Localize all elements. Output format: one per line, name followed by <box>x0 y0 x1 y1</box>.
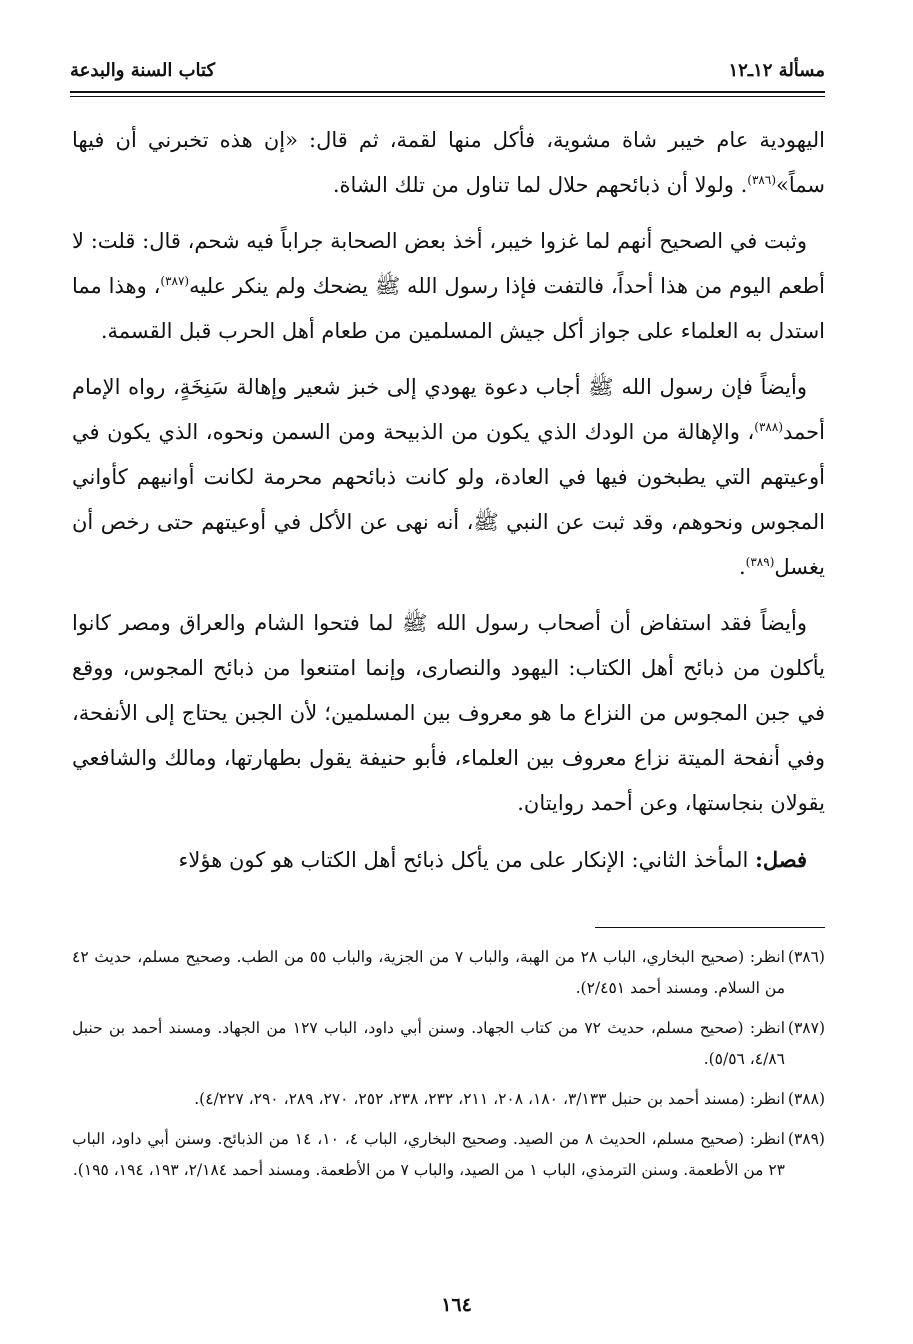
paragraph-1 <box>72 118 825 208</box>
footnote-number: (٣٨٧) <box>787 1019 825 1037</box>
page-number: ١٦٤ <box>441 1294 472 1316</box>
paragraph-text: المأخذ الثاني: الإنكار على من يأكل ذبائح أهل الكتاب هو كون هؤلاء <box>178 848 749 872</box>
paragraph-text: وثبت في الصحيح أنهم لما غزوا خيبر، أخذ بعض الصحابة جراباً فيه شحم، قال: قلت: لا أطعم اليوم من هذا أحداً، فالتفت فإذا رسول الله ﷺ يضحك ولم ينكر عليه <box>72 229 825 298</box>
header-rule-thick <box>70 91 825 93</box>
footnote-number: (٣٨٩) <box>787 1130 825 1148</box>
header-book-title: كتاب السنة والبدعة <box>70 60 216 81</box>
footnote-text: انظر: (صحيح البخاري، الباب ٢٨ من الهبة، والباب ٧ من الجزية، والباب ٥٥ من الطب. وصحيح مسلم، حديث ٤٢ من السلام. ومسند أحمد ٢/٤٥١). <box>72 948 785 997</box>
footnote-386 <box>72 942 825 1004</box>
paragraph-text: وأيضاً فإن رسول الله ﷺ أجاب دعوة يهودي إلى خبز شعير وإهالة سَنِخَةٍ، رواه الإمام أحمد <box>72 375 825 444</box>
footnote-separator <box>595 927 825 928</box>
footnote-text: انظر: (مسند أحمد بن حنبل ٣/١٣٣، ١٨٠، ٢٠٨، ٢١١، ٢٣٢، ٢٣٨، ٢٥٢، ٢٧٠، ٢٨٩، ٢٩٠، ٤/٢٢٧). <box>194 1090 785 1108</box>
header-rule-thin <box>70 96 825 97</box>
footnotes <box>72 942 825 1195</box>
footnote-387 <box>72 1013 825 1075</box>
footnote-ref: (٣٨٩) <box>745 555 775 569</box>
paragraph-text: اليهودية عام خيبر شاة مشوية، فأكل منها لقمة، ثم قال: «إن هذه تخبرني أن فيها سماً» <box>72 128 825 197</box>
header-issue-number: مسألة ١٢ـ١٢ <box>728 60 825 81</box>
running-header <box>70 60 825 90</box>
paragraph-3 <box>72 365 825 590</box>
paragraph-5 <box>72 837 825 883</box>
footnote-389 <box>72 1124 825 1186</box>
footnote-388 <box>72 1084 825 1115</box>
paragraph-text: وأيضاً فقد استفاض أن أصحاب رسول الله ﷺ لما فتحوا الشام والعراق ومصر كانوا يأكلون من ذبائح أهل الكتاب: اليهود والنصارى، وإنما امتنعوا من ذبائح المجوس، ووقع في جبن المجوس من النزاع ما هو معروف بين المسلمين؛ لأن الجبن يحتاج إلى الأنفحة، وفي أنفحة الميتة نزاع معروف بين العلماء، فأبو حنيفة يقول بطهارتها، ومالك والشافعي يقولان بنجاستها، وعن أحمد روايتان. <box>72 611 825 815</box>
footnote-number: (٣٨٦) <box>787 948 825 966</box>
paragraph-4 <box>72 601 825 826</box>
paragraph-text: . <box>738 555 746 579</box>
main-text <box>72 118 825 894</box>
paragraph-2 <box>72 219 825 354</box>
section-label: فصل: <box>755 847 807 872</box>
footnote-text: انظر: (صحيح مسلم، الحديث ٨ من الصيد. وصحيح البخاري، الباب ٤، ١٠، ١٤ من الذبائح. وسنن أبي داود، الباب ٢٣ من الأطعمة. وسنن الترمذي، الباب ١ من الصيد، والباب ٧ من الأطعمة. ومسند أحمد ٢/١٨٤، ١٩٣، ١٩٤، ١٩٥). <box>72 1130 785 1179</box>
paragraph-text: . ولولا أن ذبائحهم حلال لما تناول من تلك الشاة. <box>332 173 748 197</box>
footnote-ref: (٣٨٨) <box>754 420 784 434</box>
paragraph-text: ، والإهالة من الودك الذي يكون من الذبيحة ومن السمن ونحوه، الذي يكون في أوعيتهم التي يطبخون فيها في العادة، ولو كانت ذبائحهم محرمة لكانت أوانيهم كأواني المجوس ونحوهم، وقد ثبت عن النبي ﷺ، أنه نهى عن الأكل في أوعيتهم حتى رخص أن يغسل <box>72 420 825 579</box>
footnote-number: (٣٨٨) <box>787 1090 825 1108</box>
footnote-ref: (٣٨٧) <box>160 274 190 288</box>
footnote-ref: (٣٨٦) <box>747 173 777 187</box>
footnote-text: انظر: (صحيح مسلم، حديث ٧٢ من كتاب الجهاد. وسنن أبي داود، الباب ١٢٧ من الجهاد. ومسند أحمد بن حنبل ٤/٨٦، ٥/٥٦). <box>72 1019 785 1068</box>
paragraph-text: ، وهذا مما استدل به العلماء على جواز أكل جيش المسلمين من طعام أهل الحرب قبل القسمة. <box>72 274 825 343</box>
